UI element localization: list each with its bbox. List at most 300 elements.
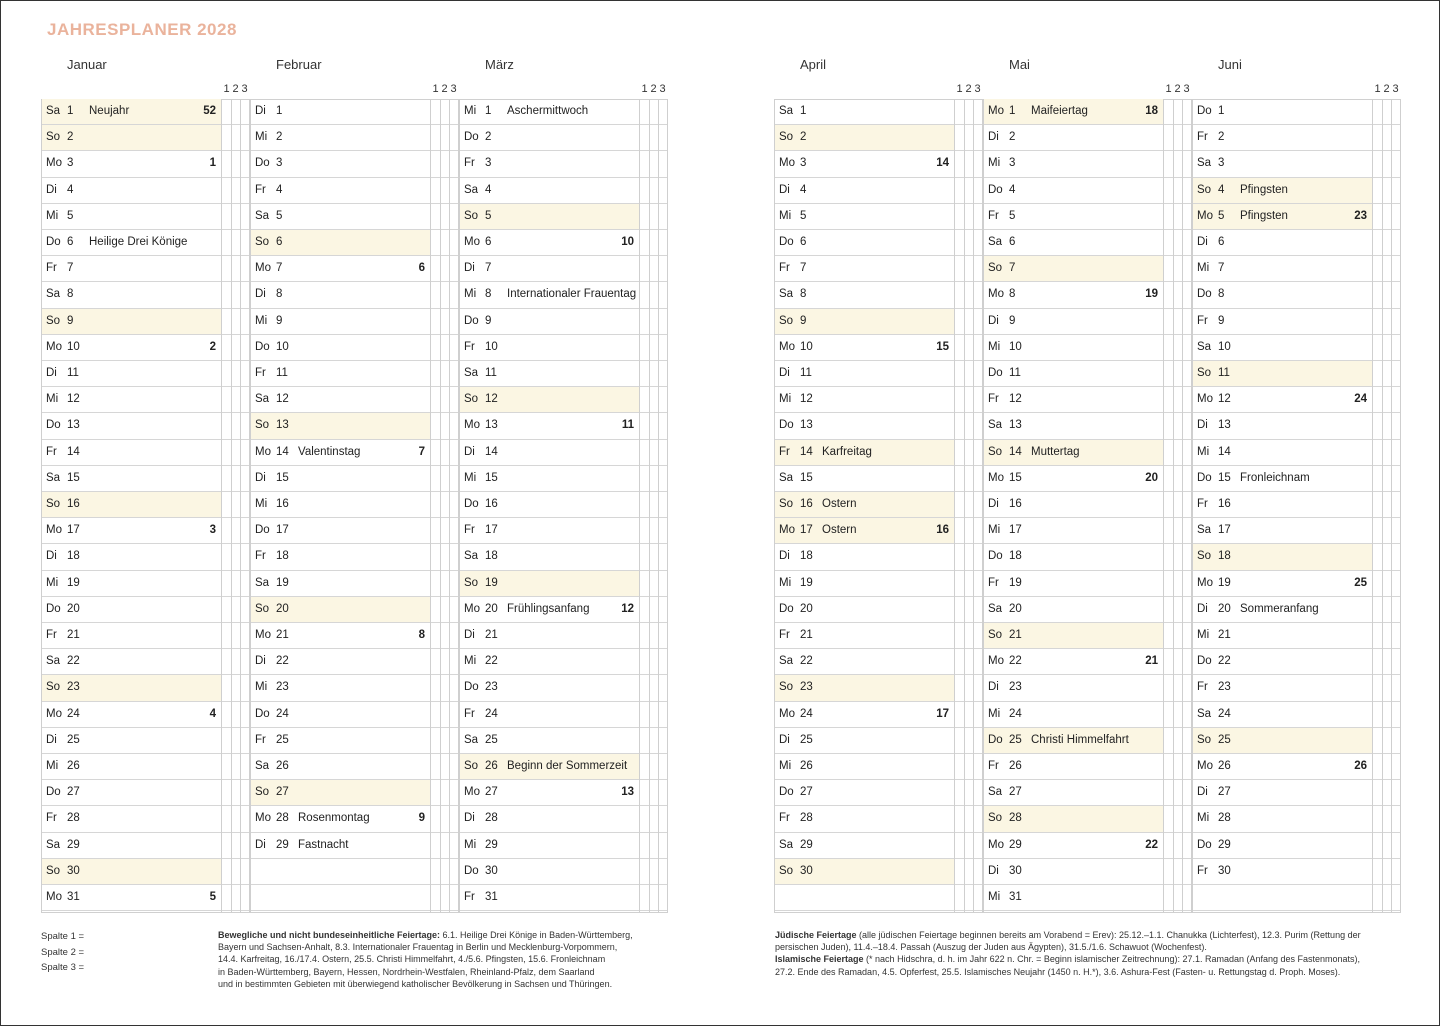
note-cells-row[interactable] <box>1372 413 1401 439</box>
day-row[interactable] <box>41 413 221 439</box>
note-cells-row[interactable] <box>430 728 459 754</box>
day-row[interactable] <box>1192 544 1372 570</box>
day-row[interactable] <box>41 387 221 413</box>
day-row[interactable] <box>250 282 430 308</box>
note-cells-row[interactable] <box>221 413 250 439</box>
day-row[interactable] <box>1192 466 1372 492</box>
note-cells-row[interactable] <box>954 780 983 806</box>
day-row[interactable] <box>459 309 639 335</box>
day-row[interactable] <box>459 833 639 859</box>
note-cells-row[interactable] <box>954 859 983 885</box>
note-cells-row[interactable] <box>1372 282 1401 308</box>
day-row[interactable] <box>459 728 639 754</box>
note-cells-row[interactable] <box>1372 518 1401 544</box>
day-row[interactable] <box>459 544 639 570</box>
note-cells-row[interactable] <box>221 99 250 125</box>
day-row[interactable] <box>774 178 954 204</box>
note-cells-row[interactable] <box>430 309 459 335</box>
note-cells-row[interactable] <box>1372 387 1401 413</box>
day-row[interactable] <box>1192 387 1372 413</box>
day-row[interactable] <box>1192 780 1372 806</box>
note-cells-row[interactable] <box>1163 99 1192 125</box>
note-cells-row[interactable] <box>1163 492 1192 518</box>
note-cells-row[interactable] <box>1163 833 1192 859</box>
day-row[interactable] <box>459 178 639 204</box>
note-cells-row[interactable] <box>639 151 668 177</box>
day-row[interactable] <box>983 728 1163 754</box>
note-cells-row[interactable] <box>1163 204 1192 230</box>
note-cells-row[interactable] <box>954 597 983 623</box>
day-row[interactable] <box>774 571 954 597</box>
day-row[interactable] <box>250 492 430 518</box>
note-cells-row[interactable] <box>221 387 250 413</box>
note-cells-row[interactable] <box>430 623 459 649</box>
day-row[interactable] <box>41 492 221 518</box>
day-row[interactable] <box>1192 151 1372 177</box>
note-cells-row[interactable] <box>1372 151 1401 177</box>
day-row[interactable] <box>459 885 639 911</box>
note-cells-row[interactable] <box>1372 204 1401 230</box>
day-row[interactable] <box>983 256 1163 282</box>
note-cells-row[interactable] <box>1372 492 1401 518</box>
note-cells-row[interactable] <box>954 623 983 649</box>
note-cells-row[interactable] <box>1163 702 1192 728</box>
note-cells-row[interactable] <box>639 440 668 466</box>
note-cells-row[interactable] <box>1163 335 1192 361</box>
note-cells-row[interactable] <box>430 544 459 570</box>
day-row[interactable] <box>41 466 221 492</box>
day-row[interactable] <box>1192 885 1372 911</box>
note-cells-row[interactable] <box>430 151 459 177</box>
day-row[interactable] <box>250 675 430 701</box>
day-row[interactable] <box>774 440 954 466</box>
day-row[interactable] <box>250 256 430 282</box>
note-cells-row[interactable] <box>639 178 668 204</box>
day-row[interactable] <box>459 754 639 780</box>
day-row[interactable] <box>983 649 1163 675</box>
note-cells-row[interactable] <box>221 151 250 177</box>
note-cells-row[interactable] <box>639 702 668 728</box>
day-row[interactable] <box>774 623 954 649</box>
day-row[interactable] <box>983 702 1163 728</box>
day-row[interactable] <box>41 780 221 806</box>
note-cells-row[interactable] <box>430 361 459 387</box>
note-cells-row[interactable] <box>954 335 983 361</box>
day-row[interactable] <box>41 178 221 204</box>
day-row[interactable] <box>774 597 954 623</box>
day-row[interactable] <box>459 702 639 728</box>
note-cells-row[interactable] <box>954 230 983 256</box>
note-cells-row[interactable] <box>1163 466 1192 492</box>
note-cells-row[interactable] <box>1372 675 1401 701</box>
day-row[interactable] <box>1192 413 1372 439</box>
note-cells-row[interactable] <box>954 885 983 911</box>
day-row[interactable] <box>250 833 430 859</box>
day-row[interactable] <box>1192 597 1372 623</box>
note-cells-row[interactable] <box>954 178 983 204</box>
day-row[interactable] <box>459 597 639 623</box>
note-cells-row[interactable] <box>639 492 668 518</box>
note-cells-row[interactable] <box>430 282 459 308</box>
day-row[interactable] <box>983 571 1163 597</box>
note-cells-row[interactable] <box>639 518 668 544</box>
day-row[interactable] <box>1192 204 1372 230</box>
note-cells-row[interactable] <box>954 413 983 439</box>
day-row[interactable] <box>983 125 1163 151</box>
note-cells-row[interactable] <box>639 335 668 361</box>
day-row[interactable] <box>250 571 430 597</box>
note-cells-row[interactable] <box>430 466 459 492</box>
note-cells-row[interactable] <box>639 413 668 439</box>
note-cells-row[interactable] <box>639 754 668 780</box>
day-row[interactable] <box>250 649 430 675</box>
note-cells-row[interactable] <box>1372 623 1401 649</box>
note-cells-row[interactable] <box>1163 282 1192 308</box>
note-cells-row[interactable] <box>954 440 983 466</box>
day-row[interactable] <box>774 885 954 911</box>
day-row[interactable] <box>250 544 430 570</box>
day-row[interactable] <box>41 99 221 125</box>
note-cells-row[interactable] <box>954 675 983 701</box>
note-cells-row[interactable] <box>221 230 250 256</box>
note-cells-row[interactable] <box>639 230 668 256</box>
note-cells-row[interactable] <box>639 309 668 335</box>
day-row[interactable] <box>41 702 221 728</box>
note-cells-row[interactable] <box>430 387 459 413</box>
note-cells-row[interactable] <box>430 518 459 544</box>
note-cells-row[interactable] <box>1372 256 1401 282</box>
day-row[interactable] <box>1192 702 1372 728</box>
day-row[interactable] <box>1192 675 1372 701</box>
day-row[interactable] <box>774 859 954 885</box>
note-cells-row[interactable] <box>1163 806 1192 832</box>
note-cells-row[interactable] <box>639 885 668 911</box>
day-row[interactable] <box>983 597 1163 623</box>
day-row[interactable] <box>774 230 954 256</box>
note-cells-row[interactable] <box>954 256 983 282</box>
day-row[interactable] <box>250 440 430 466</box>
note-cells-row[interactable] <box>1163 885 1192 911</box>
note-cells-row[interactable] <box>430 256 459 282</box>
note-cells-row[interactable] <box>221 492 250 518</box>
note-cells-row[interactable] <box>221 859 250 885</box>
note-cells-row[interactable] <box>639 204 668 230</box>
day-row[interactable] <box>41 675 221 701</box>
note-cells-row[interactable] <box>1372 466 1401 492</box>
day-row[interactable] <box>250 806 430 832</box>
day-row[interactable] <box>459 282 639 308</box>
note-cells-row[interactable] <box>954 492 983 518</box>
day-row[interactable] <box>459 623 639 649</box>
day-row[interactable] <box>774 309 954 335</box>
note-cells-row[interactable] <box>221 518 250 544</box>
note-cells-row[interactable] <box>639 728 668 754</box>
note-cells-row[interactable] <box>954 204 983 230</box>
day-row[interactable] <box>983 859 1163 885</box>
day-row[interactable] <box>250 204 430 230</box>
day-row[interactable] <box>41 649 221 675</box>
day-row[interactable] <box>459 518 639 544</box>
day-row[interactable] <box>774 125 954 151</box>
day-row[interactable] <box>41 754 221 780</box>
note-cells-row[interactable] <box>639 571 668 597</box>
note-cells-row[interactable] <box>1163 728 1192 754</box>
day-row[interactable] <box>774 675 954 701</box>
day-row[interactable] <box>250 702 430 728</box>
day-row[interactable] <box>983 780 1163 806</box>
day-row[interactable] <box>250 885 430 911</box>
day-row[interactable] <box>983 99 1163 125</box>
day-row[interactable] <box>774 466 954 492</box>
note-cells-row[interactable] <box>430 859 459 885</box>
note-cells-row[interactable] <box>1372 361 1401 387</box>
note-cells-row[interactable] <box>1372 780 1401 806</box>
note-cells-row[interactable] <box>1163 178 1192 204</box>
note-cells-row[interactable] <box>639 859 668 885</box>
note-cells-row[interactable] <box>430 413 459 439</box>
day-row[interactable] <box>41 518 221 544</box>
note-cells-row[interactable] <box>1163 151 1192 177</box>
note-cells-row[interactable] <box>954 649 983 675</box>
day-row[interactable] <box>250 728 430 754</box>
day-row[interactable] <box>459 675 639 701</box>
note-cells-row[interactable] <box>954 518 983 544</box>
day-row[interactable] <box>983 754 1163 780</box>
day-row[interactable] <box>250 466 430 492</box>
note-cells-row[interactable] <box>1163 230 1192 256</box>
note-cells-row[interactable] <box>221 544 250 570</box>
day-row[interactable] <box>774 256 954 282</box>
note-cells-row[interactable] <box>1372 806 1401 832</box>
day-row[interactable] <box>774 492 954 518</box>
day-row[interactable] <box>250 99 430 125</box>
note-cells-row[interactable] <box>430 571 459 597</box>
day-row[interactable] <box>250 413 430 439</box>
note-cells-row[interactable] <box>430 833 459 859</box>
note-cells-row[interactable] <box>639 649 668 675</box>
note-cells-row[interactable] <box>430 806 459 832</box>
note-cells-row[interactable] <box>639 99 668 125</box>
note-cells-row[interactable] <box>639 282 668 308</box>
day-row[interactable] <box>459 151 639 177</box>
day-row[interactable] <box>459 859 639 885</box>
note-cells-row[interactable] <box>221 309 250 335</box>
day-row[interactable] <box>774 387 954 413</box>
day-row[interactable] <box>1192 335 1372 361</box>
note-cells-row[interactable] <box>221 806 250 832</box>
note-cells-row[interactable] <box>430 754 459 780</box>
day-row[interactable] <box>983 178 1163 204</box>
day-row[interactable] <box>983 518 1163 544</box>
note-cells-row[interactable] <box>1372 309 1401 335</box>
day-row[interactable] <box>983 413 1163 439</box>
day-row[interactable] <box>774 806 954 832</box>
note-cells-row[interactable] <box>221 204 250 230</box>
day-row[interactable] <box>250 780 430 806</box>
day-row[interactable] <box>1192 256 1372 282</box>
day-row[interactable] <box>250 754 430 780</box>
note-cells-row[interactable] <box>1163 571 1192 597</box>
note-cells-row[interactable] <box>639 361 668 387</box>
note-cells-row[interactable] <box>1372 125 1401 151</box>
day-row[interactable] <box>774 335 954 361</box>
day-row[interactable] <box>1192 754 1372 780</box>
note-cells-row[interactable] <box>954 125 983 151</box>
note-cells-row[interactable] <box>430 335 459 361</box>
day-row[interactable] <box>983 309 1163 335</box>
note-cells-row[interactable] <box>639 544 668 570</box>
note-cells-row[interactable] <box>1163 440 1192 466</box>
note-cells-row[interactable] <box>1372 99 1401 125</box>
day-row[interactable] <box>41 885 221 911</box>
day-row[interactable] <box>983 675 1163 701</box>
note-cells-row[interactable] <box>954 754 983 780</box>
note-cells-row[interactable] <box>1372 597 1401 623</box>
day-row[interactable] <box>459 571 639 597</box>
day-row[interactable] <box>1192 492 1372 518</box>
day-row[interactable] <box>250 387 430 413</box>
day-row[interactable] <box>459 99 639 125</box>
day-row[interactable] <box>250 597 430 623</box>
note-cells-row[interactable] <box>639 833 668 859</box>
note-cells-row[interactable] <box>221 571 250 597</box>
day-row[interactable] <box>250 309 430 335</box>
note-cells-row[interactable] <box>1372 178 1401 204</box>
day-row[interactable] <box>41 282 221 308</box>
day-row[interactable] <box>774 151 954 177</box>
note-cells-row[interactable] <box>1372 440 1401 466</box>
note-cells-row[interactable] <box>221 282 250 308</box>
note-cells-row[interactable] <box>430 597 459 623</box>
day-row[interactable] <box>459 204 639 230</box>
note-cells-row[interactable] <box>430 702 459 728</box>
day-row[interactable] <box>1192 99 1372 125</box>
day-row[interactable] <box>774 282 954 308</box>
day-row[interactable] <box>1192 125 1372 151</box>
day-row[interactable] <box>250 335 430 361</box>
note-cells-row[interactable] <box>221 885 250 911</box>
day-row[interactable] <box>774 518 954 544</box>
note-cells-row[interactable] <box>1372 544 1401 570</box>
day-row[interactable] <box>983 387 1163 413</box>
day-row[interactable] <box>1192 806 1372 832</box>
day-row[interactable] <box>459 466 639 492</box>
day-row[interactable] <box>459 125 639 151</box>
note-cells-row[interactable] <box>221 728 250 754</box>
note-cells-row[interactable] <box>1163 780 1192 806</box>
day-row[interactable] <box>1192 309 1372 335</box>
day-row[interactable] <box>41 571 221 597</box>
note-cells-row[interactable] <box>954 282 983 308</box>
day-row[interactable] <box>1192 859 1372 885</box>
day-row[interactable] <box>983 361 1163 387</box>
note-cells-row[interactable] <box>1163 859 1192 885</box>
note-cells-row[interactable] <box>221 361 250 387</box>
day-row[interactable] <box>1192 230 1372 256</box>
day-row[interactable] <box>250 230 430 256</box>
note-cells-row[interactable] <box>221 833 250 859</box>
day-row[interactable] <box>774 728 954 754</box>
note-cells-row[interactable] <box>221 178 250 204</box>
note-cells-row[interactable] <box>639 466 668 492</box>
day-row[interactable] <box>459 387 639 413</box>
day-row[interactable] <box>983 806 1163 832</box>
day-row[interactable] <box>459 806 639 832</box>
note-cells-row[interactable] <box>954 544 983 570</box>
day-row[interactable] <box>1192 623 1372 649</box>
day-row[interactable] <box>774 99 954 125</box>
note-cells-row[interactable] <box>954 833 983 859</box>
day-row[interactable] <box>250 859 430 885</box>
day-row[interactable] <box>41 309 221 335</box>
day-row[interactable] <box>1192 518 1372 544</box>
day-row[interactable] <box>983 544 1163 570</box>
day-row[interactable] <box>459 335 639 361</box>
note-cells-row[interactable] <box>430 230 459 256</box>
day-row[interactable] <box>983 151 1163 177</box>
note-cells-row[interactable] <box>221 466 250 492</box>
day-row[interactable] <box>983 282 1163 308</box>
note-cells-row[interactable] <box>954 309 983 335</box>
day-row[interactable] <box>41 859 221 885</box>
note-cells-row[interactable] <box>639 597 668 623</box>
day-row[interactable] <box>983 885 1163 911</box>
note-cells-row[interactable] <box>639 675 668 701</box>
day-row[interactable] <box>459 780 639 806</box>
day-row[interactable] <box>1192 649 1372 675</box>
day-row[interactable] <box>459 413 639 439</box>
note-cells-row[interactable] <box>1372 885 1401 911</box>
note-cells-row[interactable] <box>430 440 459 466</box>
day-row[interactable] <box>774 204 954 230</box>
day-row[interactable] <box>983 230 1163 256</box>
note-cells-row[interactable] <box>221 702 250 728</box>
day-row[interactable] <box>983 833 1163 859</box>
note-cells-row[interactable] <box>221 125 250 151</box>
note-cells-row[interactable] <box>430 649 459 675</box>
note-cells-row[interactable] <box>954 728 983 754</box>
note-cells-row[interactable] <box>221 780 250 806</box>
note-cells-row[interactable] <box>1163 387 1192 413</box>
day-row[interactable] <box>983 623 1163 649</box>
note-cells-row[interactable] <box>639 256 668 282</box>
day-row[interactable] <box>250 178 430 204</box>
day-row[interactable] <box>459 649 639 675</box>
day-row[interactable] <box>459 256 639 282</box>
note-cells-row[interactable] <box>1372 230 1401 256</box>
note-cells-row[interactable] <box>221 597 250 623</box>
day-row[interactable] <box>1192 728 1372 754</box>
day-row[interactable] <box>41 335 221 361</box>
note-cells-row[interactable] <box>1163 413 1192 439</box>
day-row[interactable] <box>774 413 954 439</box>
day-row[interactable] <box>774 754 954 780</box>
note-cells-row[interactable] <box>430 204 459 230</box>
day-row[interactable] <box>41 623 221 649</box>
note-cells-row[interactable] <box>1163 125 1192 151</box>
day-row[interactable] <box>983 492 1163 518</box>
day-row[interactable] <box>774 780 954 806</box>
note-cells-row[interactable] <box>1163 597 1192 623</box>
day-row[interactable] <box>774 544 954 570</box>
note-cells-row[interactable] <box>430 885 459 911</box>
day-row[interactable] <box>1192 178 1372 204</box>
day-row[interactable] <box>459 230 639 256</box>
note-cells-row[interactable] <box>1163 361 1192 387</box>
note-cells-row[interactable] <box>954 99 983 125</box>
day-row[interactable] <box>1192 833 1372 859</box>
day-row[interactable] <box>41 597 221 623</box>
